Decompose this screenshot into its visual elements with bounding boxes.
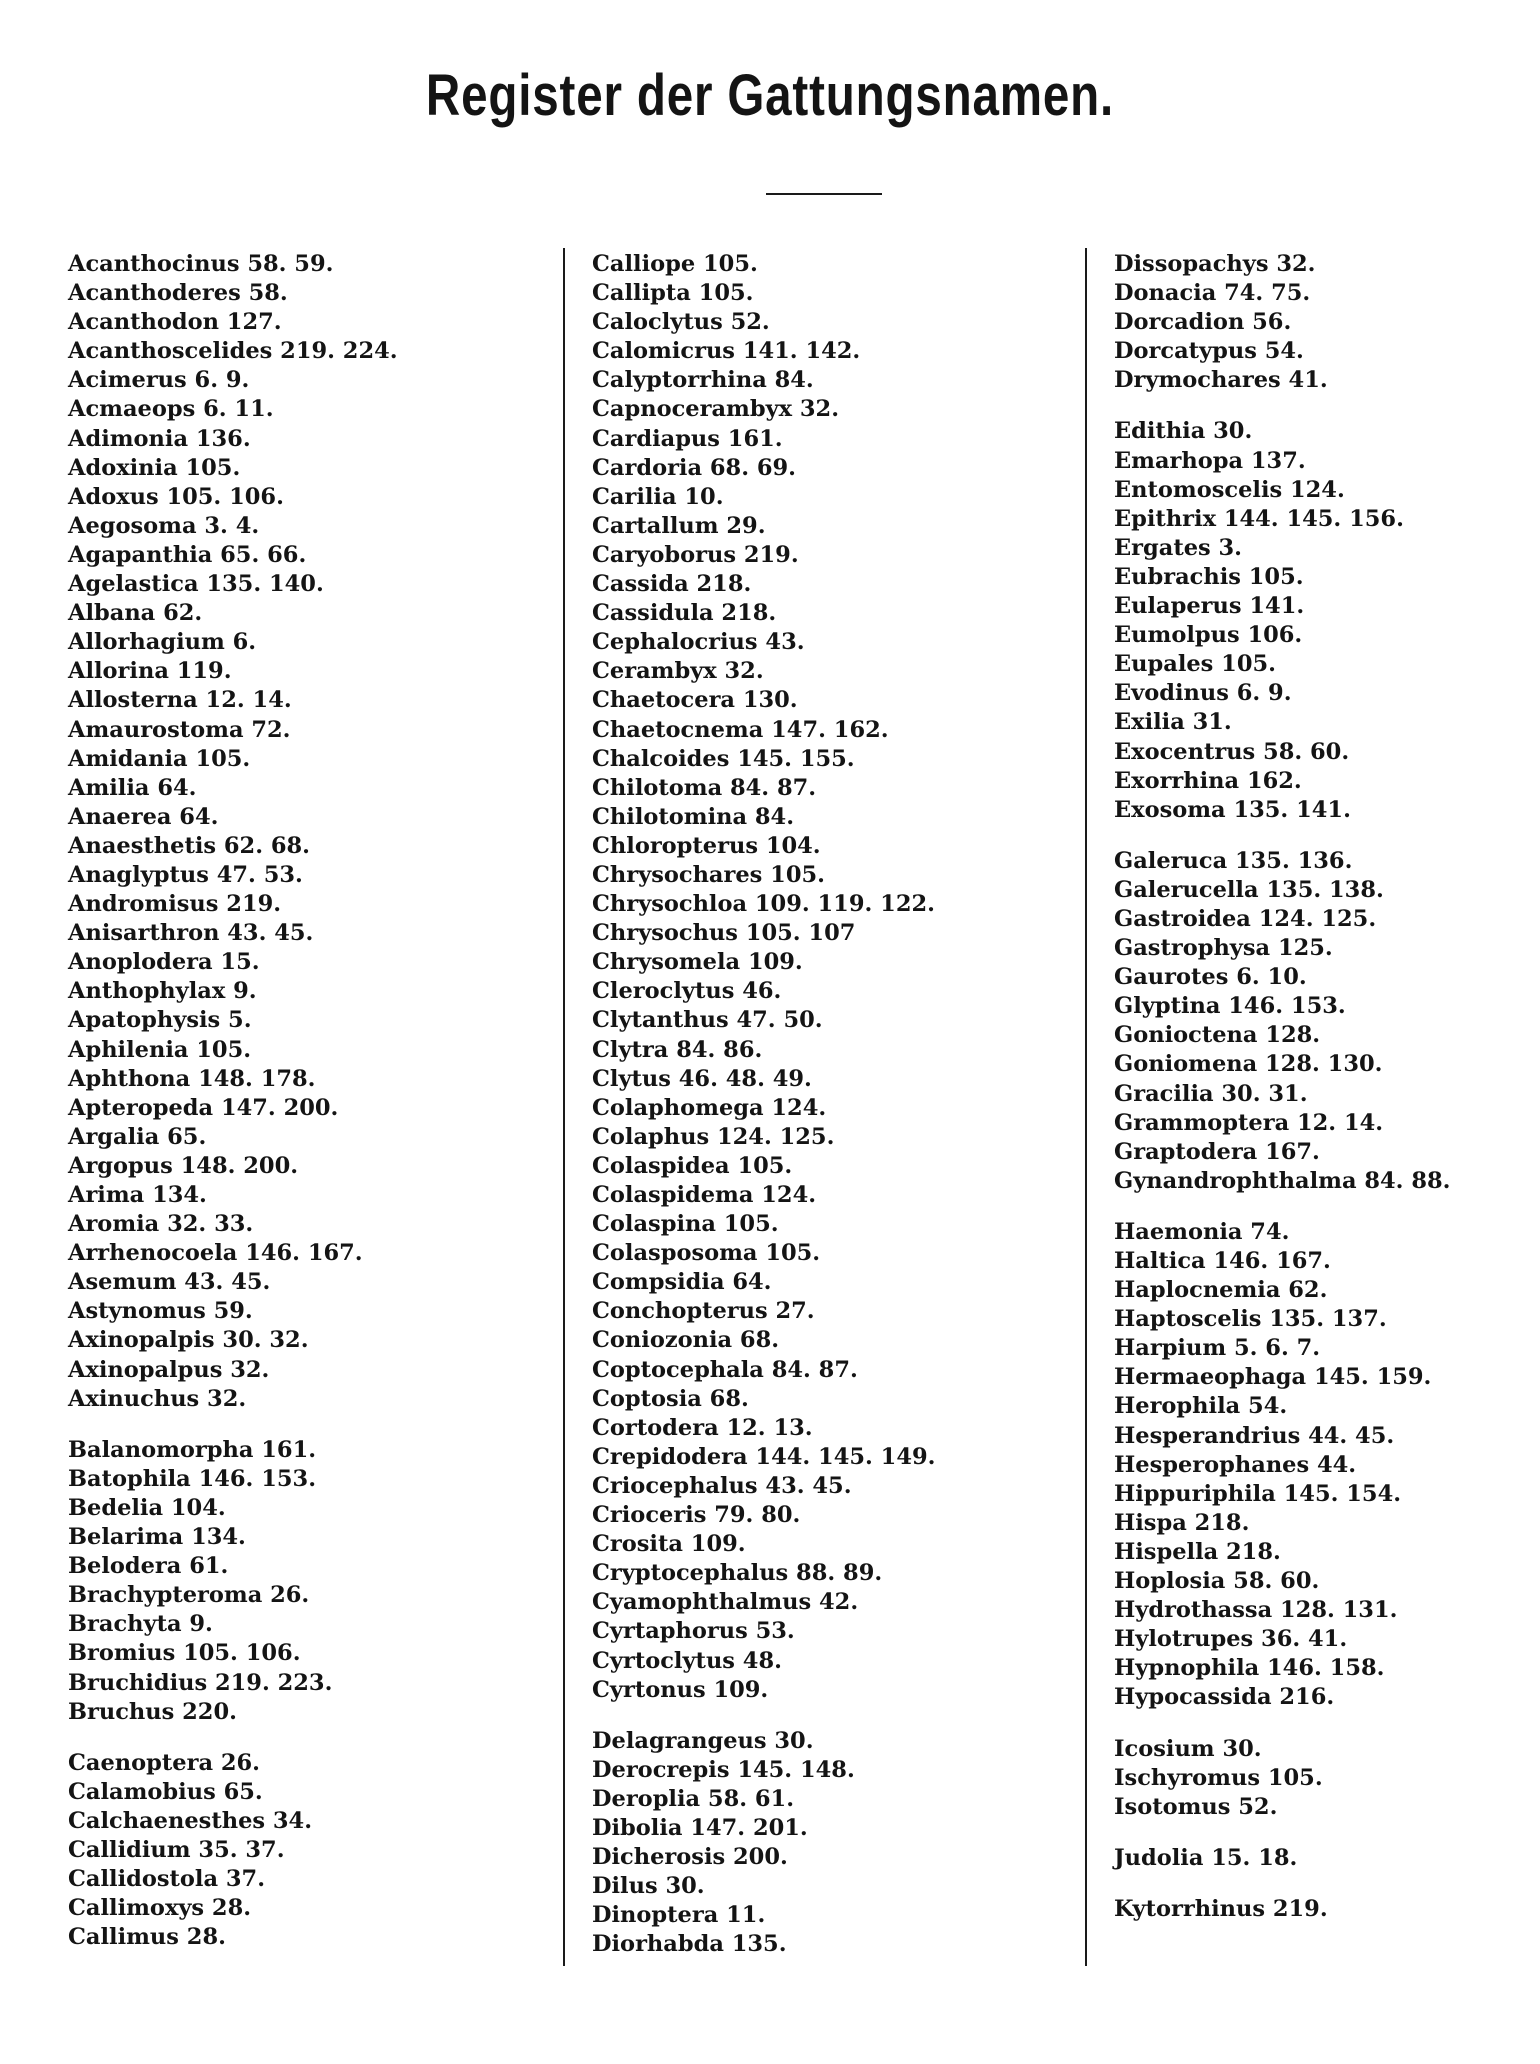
index-entry: Andromisus 219. [68,891,282,918]
index-entry: Hypocassida 216. [1114,1684,1335,1711]
index-entry: Gaurotes 6. 10. [1114,964,1307,991]
index-entry: Anaesthetis 62. 68. [68,832,311,859]
letter-group [1114,1844,1451,1873]
index-entry: Donacia 74. 75. [1114,280,1311,307]
index-entry: Gracilia 30. 31. [1114,1080,1308,1107]
index-entry: Crosita 109. [592,1531,746,1558]
index-entry: Derocrepis 145. 148. [592,1756,855,1783]
index-entry: Emarhopa 137. [1114,447,1306,474]
index-entry: Chilotoma 84. 87. [592,774,817,801]
index-entry: Acanthodon 127. [68,309,282,336]
index-entry: Cephalocrius 43. [592,629,805,656]
index-entry: Cortodera 12. 13. [592,1414,813,1441]
index-entry: Dinoptera 11. [592,1902,766,1929]
index-entry: Hoplosia 58. 60. [1114,1568,1320,1595]
index-entry: Chilotomina 84. [592,803,795,830]
letter-group [1114,1218,1451,1713]
index-column-3 [1114,250,1451,1946]
index-entry: Adoxinia 105. [68,454,241,481]
index-entry: Bruchus 220. [68,1698,237,1725]
index-entry: Amilia 64. [68,774,197,801]
index-entry: Brachypteroma 26. [68,1582,310,1609]
index-entry: Dicherosis 200. [592,1844,788,1871]
index-entry: Dissopachys 32. [1114,251,1316,277]
index-entry: Dilus 30. [592,1873,705,1900]
index-entry: Chloropterus 104. [592,832,821,859]
index-entry: Calchaenesthes 34. [68,1807,313,1834]
index-entry: Dorcadion 56. [1114,309,1292,336]
index-entry: Anaerea 64. [68,803,219,830]
index-entry: Anoplodera 15. [68,949,260,976]
index-entry: Batophila 146. 153. [68,1465,317,1492]
index-entry: Galeruca 135. 136. [1114,847,1353,874]
index-entry: Axinopalpus 32. [68,1356,270,1383]
index-entry: Chaetocnema 147. 162. [592,716,889,743]
index-entry: Apatophysis 5. [68,1007,252,1034]
index-entry: Clytanthus 47. 50. [592,1007,823,1034]
index-entry: Arrhenocoela 146. 167. [68,1240,363,1267]
index-entry: Hydrothassa 128. 131. [1114,1597,1398,1624]
index-entry: Anisarthron 43. 45. [68,920,314,947]
index-entry: Hippuriphila 145. 154. [1114,1480,1402,1507]
index-entry: Compsidia 64. [592,1269,772,1296]
index-entry: Axinopalpis 30. 32. [68,1327,309,1354]
index-entry: Eumolpus 106. [1114,622,1303,649]
index-entry: Bromius 105. 106. [68,1640,301,1667]
index-entry: Callimus 28. [68,1924,226,1951]
letter-group [1114,847,1451,1196]
index-entry: Asemum 43. 45. [68,1269,271,1296]
index-entry: Diorhabda 135. [592,1931,787,1958]
column-divider-1 [563,248,565,1966]
index-entry: Aegosoma 3. 4. [68,512,260,539]
index-entry: Colaspidea 105. [592,1152,793,1179]
index-entry: Judolia 15. 18. [1114,1844,1298,1871]
index-entry: Acanthocinus 58. 59. [68,251,334,277]
index-entry: Colaspina 105. [592,1211,779,1238]
index-entry: Hispa 218. [1114,1509,1250,1536]
index-entry: Caryoborus 219. [592,541,799,568]
index-entry: Acanthoderes 58. [68,280,288,307]
index-entry: Drymochares 41. [1114,367,1328,394]
index-entry: Grammoptera 12. 14. [1114,1109,1384,1136]
index-entry: Callimoxys 28. [68,1895,252,1922]
index-entry: Cardiapus 161. [592,425,783,452]
page-title: Register der Gattungsnamen. [425,63,1115,128]
index-entry: Balanomorpha 161. [68,1436,317,1463]
index-entry: Crepidodera 144. 145. 149. [592,1443,936,1470]
letter-group [68,1436,398,1727]
index-entry: Hypnophila 146. 158. [1114,1655,1385,1682]
index-entry: Haemonia 74. [1114,1218,1290,1245]
index-entry: Colaspidema 124. [592,1182,817,1208]
index-entry: Capnocerambyx 32. [592,396,840,423]
index-entry: Criocephalus 43. 45. [592,1472,852,1499]
index-entry: Icosium 30. [1114,1735,1262,1762]
index-entry: Allosterna 12. 14. [68,687,292,714]
index-entry: Haltica 146. 167. [1114,1248,1331,1274]
index-entry: Ergates 3. [1114,534,1243,561]
index-entry: Evodinus 6. 9. [1114,680,1292,707]
index-entry: Chrysochus 105. 107 [592,920,856,947]
title-underline [766,193,882,195]
index-entry: Chaetocera 130. [592,687,798,714]
index-entry: Conchopterus 27. [592,1298,815,1325]
index-entry: Haplocnemia 62. [1114,1277,1328,1304]
index-entry: Carilia 10. [592,483,724,510]
index-entry: Colaphomega 124. [592,1094,827,1121]
index-entry: Hesperandrius 44. 45. [1114,1422,1395,1449]
letter-group [592,250,935,1705]
letter-group [1114,417,1451,824]
index-entry: Argalia 65. [68,1123,207,1150]
index-entry: Eupales 105. [1114,651,1276,678]
index-entry: Ischyromus 105. [1114,1764,1323,1791]
index-entry: Brachyta 9. [68,1611,213,1638]
index-entry: Cassidula 218. [592,600,777,627]
index-entry: Deroplia 58. 61. [592,1785,795,1812]
index-entry: Calamobius 65. [68,1778,263,1805]
index-entry: Aromia 32. 33. [68,1211,254,1238]
letter-group [68,1749,398,1953]
index-entry: Chrysochloa 109. 119. 122. [592,891,935,918]
index-entry: Colasposoma 105. [592,1240,821,1267]
index-entry: Exosoma 135. 141. [1114,796,1351,823]
index-entry: Edithia 30. [1114,418,1253,445]
letter-group [592,1727,935,1960]
index-entry: Apteropeda 147. 200. [68,1094,339,1121]
index-entry: Eulaperus 141. [1114,593,1305,620]
index-entry: Gynandrophthalma 84. 88. [1114,1167,1451,1194]
index-entry: Aphilenia 105. [68,1036,252,1063]
index-column-2 [592,250,935,1981]
index-entry: Axinuchus 32. [68,1385,247,1412]
index-entry: Haptoscelis 135. 137. [1114,1306,1387,1333]
index-entry: Hermaeophaga 145. 159. [1114,1364,1432,1391]
index-entry: Coniozonia 68. [592,1327,780,1354]
index-entry: Cyrtonus 109. [592,1676,769,1703]
index-entry: Albana 62. [68,600,203,627]
index-entry: Cerambyx 32. [592,658,764,685]
index-entry: Exorrhina 162. [1114,767,1302,794]
index-entry: Belarima 134. [68,1524,246,1551]
index-entry: Caenoptera 26. [68,1749,261,1776]
index-entry: Cassida 218. [592,571,752,598]
index-entry: Aphthona 148. 178. [68,1065,316,1092]
index-entry: Coptocephala 84. 87. [592,1356,858,1383]
index-entry: Entomoscelis 124. [1114,476,1345,503]
index-entry: Gastroidea 124. 125. [1114,905,1377,932]
index-entry: Belodera 61. [68,1553,229,1580]
index-entry: Exilia 31. [1114,709,1232,736]
index-entry: Bedelia 104. [68,1494,226,1521]
index-entry: Cardoria 68. 69. [592,454,797,481]
index-entry: Agelastica 135. 140. [68,571,324,598]
index-entry: Kytorrhinus 219. [1114,1895,1328,1922]
index-entry: Callipta 105. [592,280,754,307]
index-entry: Galerucella 135. 138. [1114,876,1384,903]
index-entry: Gonioctena 128. [1114,1022,1321,1049]
index-entry: Cryptocephalus 88. 89. [592,1560,883,1587]
index-entry: Allorhagium 6. [68,629,257,656]
index-entry: Gastrophysa 125. [1114,935,1333,962]
index-entry: Exocentrus 58. 60. [1114,738,1350,765]
index-entry: Chrysochares 105. [592,861,825,888]
index-entry: Eubrachis 105. [1114,563,1304,590]
index-entry: Goniomena 128. 130. [1114,1051,1383,1078]
index-entry: Amidania 105. [68,745,251,772]
index-entry: Anthophylax 9. [68,978,257,1005]
index-entry: Herophila 54. [1114,1393,1288,1420]
index-entry: Anaglyptus 47. 53. [68,861,303,888]
index-entry: Harpium 5. 6. 7. [1114,1335,1321,1362]
index-entry: Adimonia 136. [68,425,251,452]
letter-group [1114,1895,1451,1924]
index-entry: Dorcatypus 54. [1114,338,1304,365]
index-entry: Glyptina 146. 153. [1114,993,1346,1020]
index-entry: Cartallum 29. [592,512,766,539]
index-entry: Adoxus 105. 106. [68,483,284,510]
index-entry: Clytus 46. 48. 49. [592,1065,812,1092]
index-entry: Acmaeops 6. 11. [68,396,274,423]
index-entry: Delagrangeus 30. [592,1727,814,1754]
index-entry: Agapanthia 65. 66. [68,541,307,568]
index-entry: Crioceris 79. 80. [592,1502,801,1529]
index-entry: Chrysomela 109. [592,949,803,976]
index-entry: Graptodera 167. [1114,1138,1320,1165]
index-entry: Caloclytus 52. [592,309,770,336]
index-entry: Amaurostoma 72. [68,716,291,743]
index-entry: Hispella 218. [1114,1538,1281,1565]
index-entry: Clytra 84. 86. [592,1036,763,1063]
index-entry: Colaphus 124. 125. [592,1123,835,1150]
index-entry: Calliope 105. [592,251,758,277]
index-column-1 [68,250,398,1974]
index-entry: Dibolia 147. 201. [592,1814,808,1841]
index-entry: Hesperophanes 44. [1114,1451,1357,1478]
letter-group [68,250,398,1414]
index-entry: Cleroclytus 46. [592,978,782,1005]
index-entry: Argopus 148. 200. [68,1152,299,1179]
index-entry: Callidium 35. 37. [68,1836,285,1863]
index-entry: Isotomus 52. [1114,1793,1278,1820]
index-entry: Allorina 119. [68,658,232,685]
index-entry: Acimerus 6. 9. [68,367,250,394]
index-entry: Acanthoscelides 219. 224. [68,338,398,365]
index-entry: Astynomus 59. [68,1298,253,1325]
index-entry: Hylotrupes 36. 41. [1114,1626,1348,1653]
index-entry: Calyptorrhina 84. [592,367,814,394]
index-entry: Cyrtoclytus 48. [592,1647,782,1674]
index-entry: Arima 134. [68,1182,207,1208]
column-divider-2 [1085,248,1087,1966]
index-entry: Bruchidius 219. 223. [68,1669,333,1696]
index-entry: Coptosia 68. [592,1385,749,1412]
letter-group [1114,1735,1451,1822]
index-entry: Cyrtaphorus 53. [592,1618,795,1645]
index-entry: Cyamophthalmus 42. [592,1589,859,1616]
index-entry: Epithrix 144. 145. 156. [1114,505,1404,532]
index-entry: Calomicrus 141. 142. [592,338,861,365]
index-entry: Callidostola 37. [68,1866,266,1893]
letter-group [1114,250,1451,395]
index-entry: Chalcoides 145. 155. [592,745,855,772]
